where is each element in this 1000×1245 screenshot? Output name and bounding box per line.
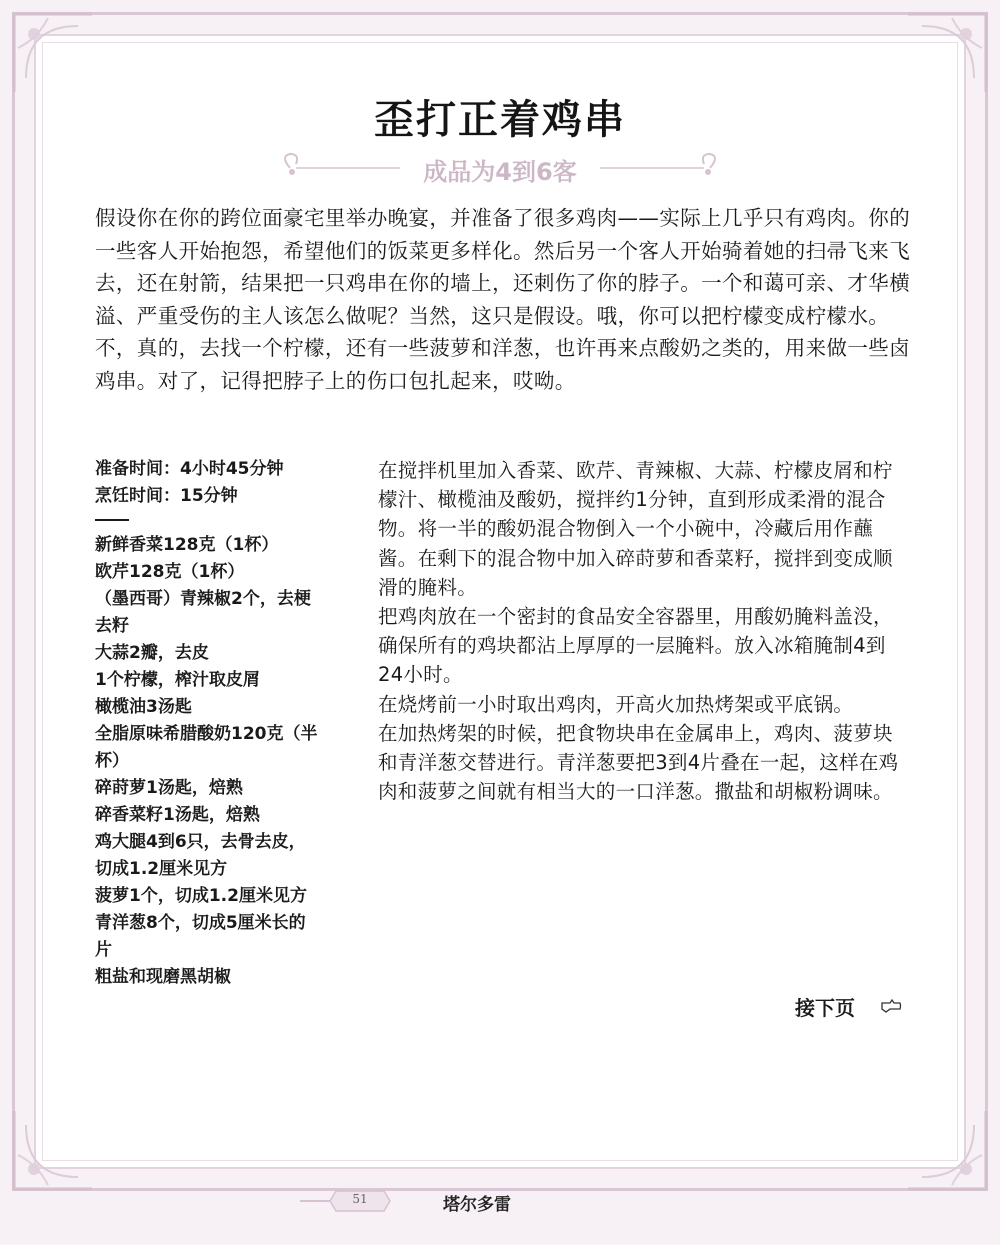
ingredient-item: 橄榄油3汤匙 [95, 697, 192, 717]
subtitle-row [270, 148, 730, 188]
next-page-link[interactable]: 接下页 [795, 996, 855, 1020]
corner-ornament-icon [902, 1105, 992, 1195]
ingredient-item: 新鲜香菜128克（1杯） [95, 535, 279, 555]
pointing-hand-icon[interactable] [880, 997, 902, 1015]
ingredient-item: 大蒜2瓣，去皮 [95, 643, 209, 663]
steps-column [378, 456, 903, 806]
corner-ornament-icon [8, 8, 98, 98]
recipe-title: 歪打正着鸡串 [374, 97, 626, 143]
chapter-name: 塔尔多雷 [443, 1195, 511, 1215]
ingredient-item: 鸡大腿4到6只，去骨去皮，切成1.2厘米见方 [95, 832, 306, 879]
step-paragraph: 把鸡肉放在一个密封的食品安全容器里，用酸奶腌料盖没，确保所有的鸡块都沾上厚厚的一层腌料。放入冰箱腌制4到24小时。 [378, 605, 893, 687]
prep-time: 准备时间：4小时45分钟 [95, 459, 284, 479]
ingredient-item: 菠萝1个，切成1.2厘米见方 [95, 886, 307, 906]
intro-paragraph: 假设你在你的跨位面豪宅里举办晚宴，并准备了很多鸡肉——实际上几乎只有鸡肉。你的一些客人开始抱怨，希望他们的饭菜更多样化。然后另一个客人开始骑着她的扫帚飞来飞去，还在射箭，结果把一只鸡串在你的墙上，还刺伤了你的脖子。一个和蔼可亲、才华横溢、严重受伤的主人该怎么做呢？当然，这只是假设。哦，你可以把柠檬变成柠檬水。不，真的，去找一个柠檬，还有一些菠萝和洋葱，也许再来点酸奶之类的，用来做一些卤鸡串。对了，记得把脖子上的伤口包扎起来，哎呦。 [95, 206, 911, 393]
divider [95, 519, 129, 521]
corner-ornament-icon [902, 8, 992, 98]
scroll-flourish-icon [590, 148, 730, 188]
ingredient-item: 碎香菜籽1汤匙，焙熟 [95, 805, 260, 825]
ingredient-item: 青洋葱8个，切成5厘米长的片 [95, 913, 306, 960]
ingredient-item: 1个柠檬，榨汁取皮屑 [95, 670, 260, 690]
step-paragraph: 在烧烤前一小时取出鸡肉，开高火加热烤架或平底锅。 [378, 692, 854, 716]
ingredient-item: 全脂原味希腊酸奶120克（半杯） [95, 724, 318, 771]
servings-subtitle: 成品为4到6客 [423, 158, 577, 186]
ingredient-item: 碎莳萝1汤匙，焙熟 [95, 778, 243, 798]
step-paragraph: 在加热烤架的时候，把食物块串在金属串上，鸡肉、菠萝块和青洋葱交替进行。青洋葱要把3到4片叠在一起，这样在鸡肉和菠萝之间就有相当大的一口洋葱。撒盐和胡椒粉调味。 [378, 721, 899, 804]
ingredient-item: （墨西哥）青辣椒2个，去梗去籽 [95, 589, 311, 636]
page-number: 51 [352, 1192, 368, 1206]
ingredient-item: 欧芹128克（1杯） [95, 562, 245, 582]
corner-ornament-icon [8, 1105, 98, 1195]
ingredient-item: 粗盐和现磨黑胡椒 [95, 967, 231, 987]
cook-time: 烹饪时间：15分钟 [95, 486, 238, 506]
step-paragraph: 在搅拌机里加入香菜、欧芹、青辣椒、大蒜、柠檬皮屑和柠檬汁、橄榄油及酸奶，搅拌约1分钟，直到形成柔滑的混合物。将一半的酸奶混合物倒入一个小碗中，冷藏后用作蘸酱。在剩下的混合物中加入碎莳萝和香菜籽，搅拌到变成顺滑的腌料。 [378, 459, 893, 599]
ingredients-column [95, 456, 320, 991]
